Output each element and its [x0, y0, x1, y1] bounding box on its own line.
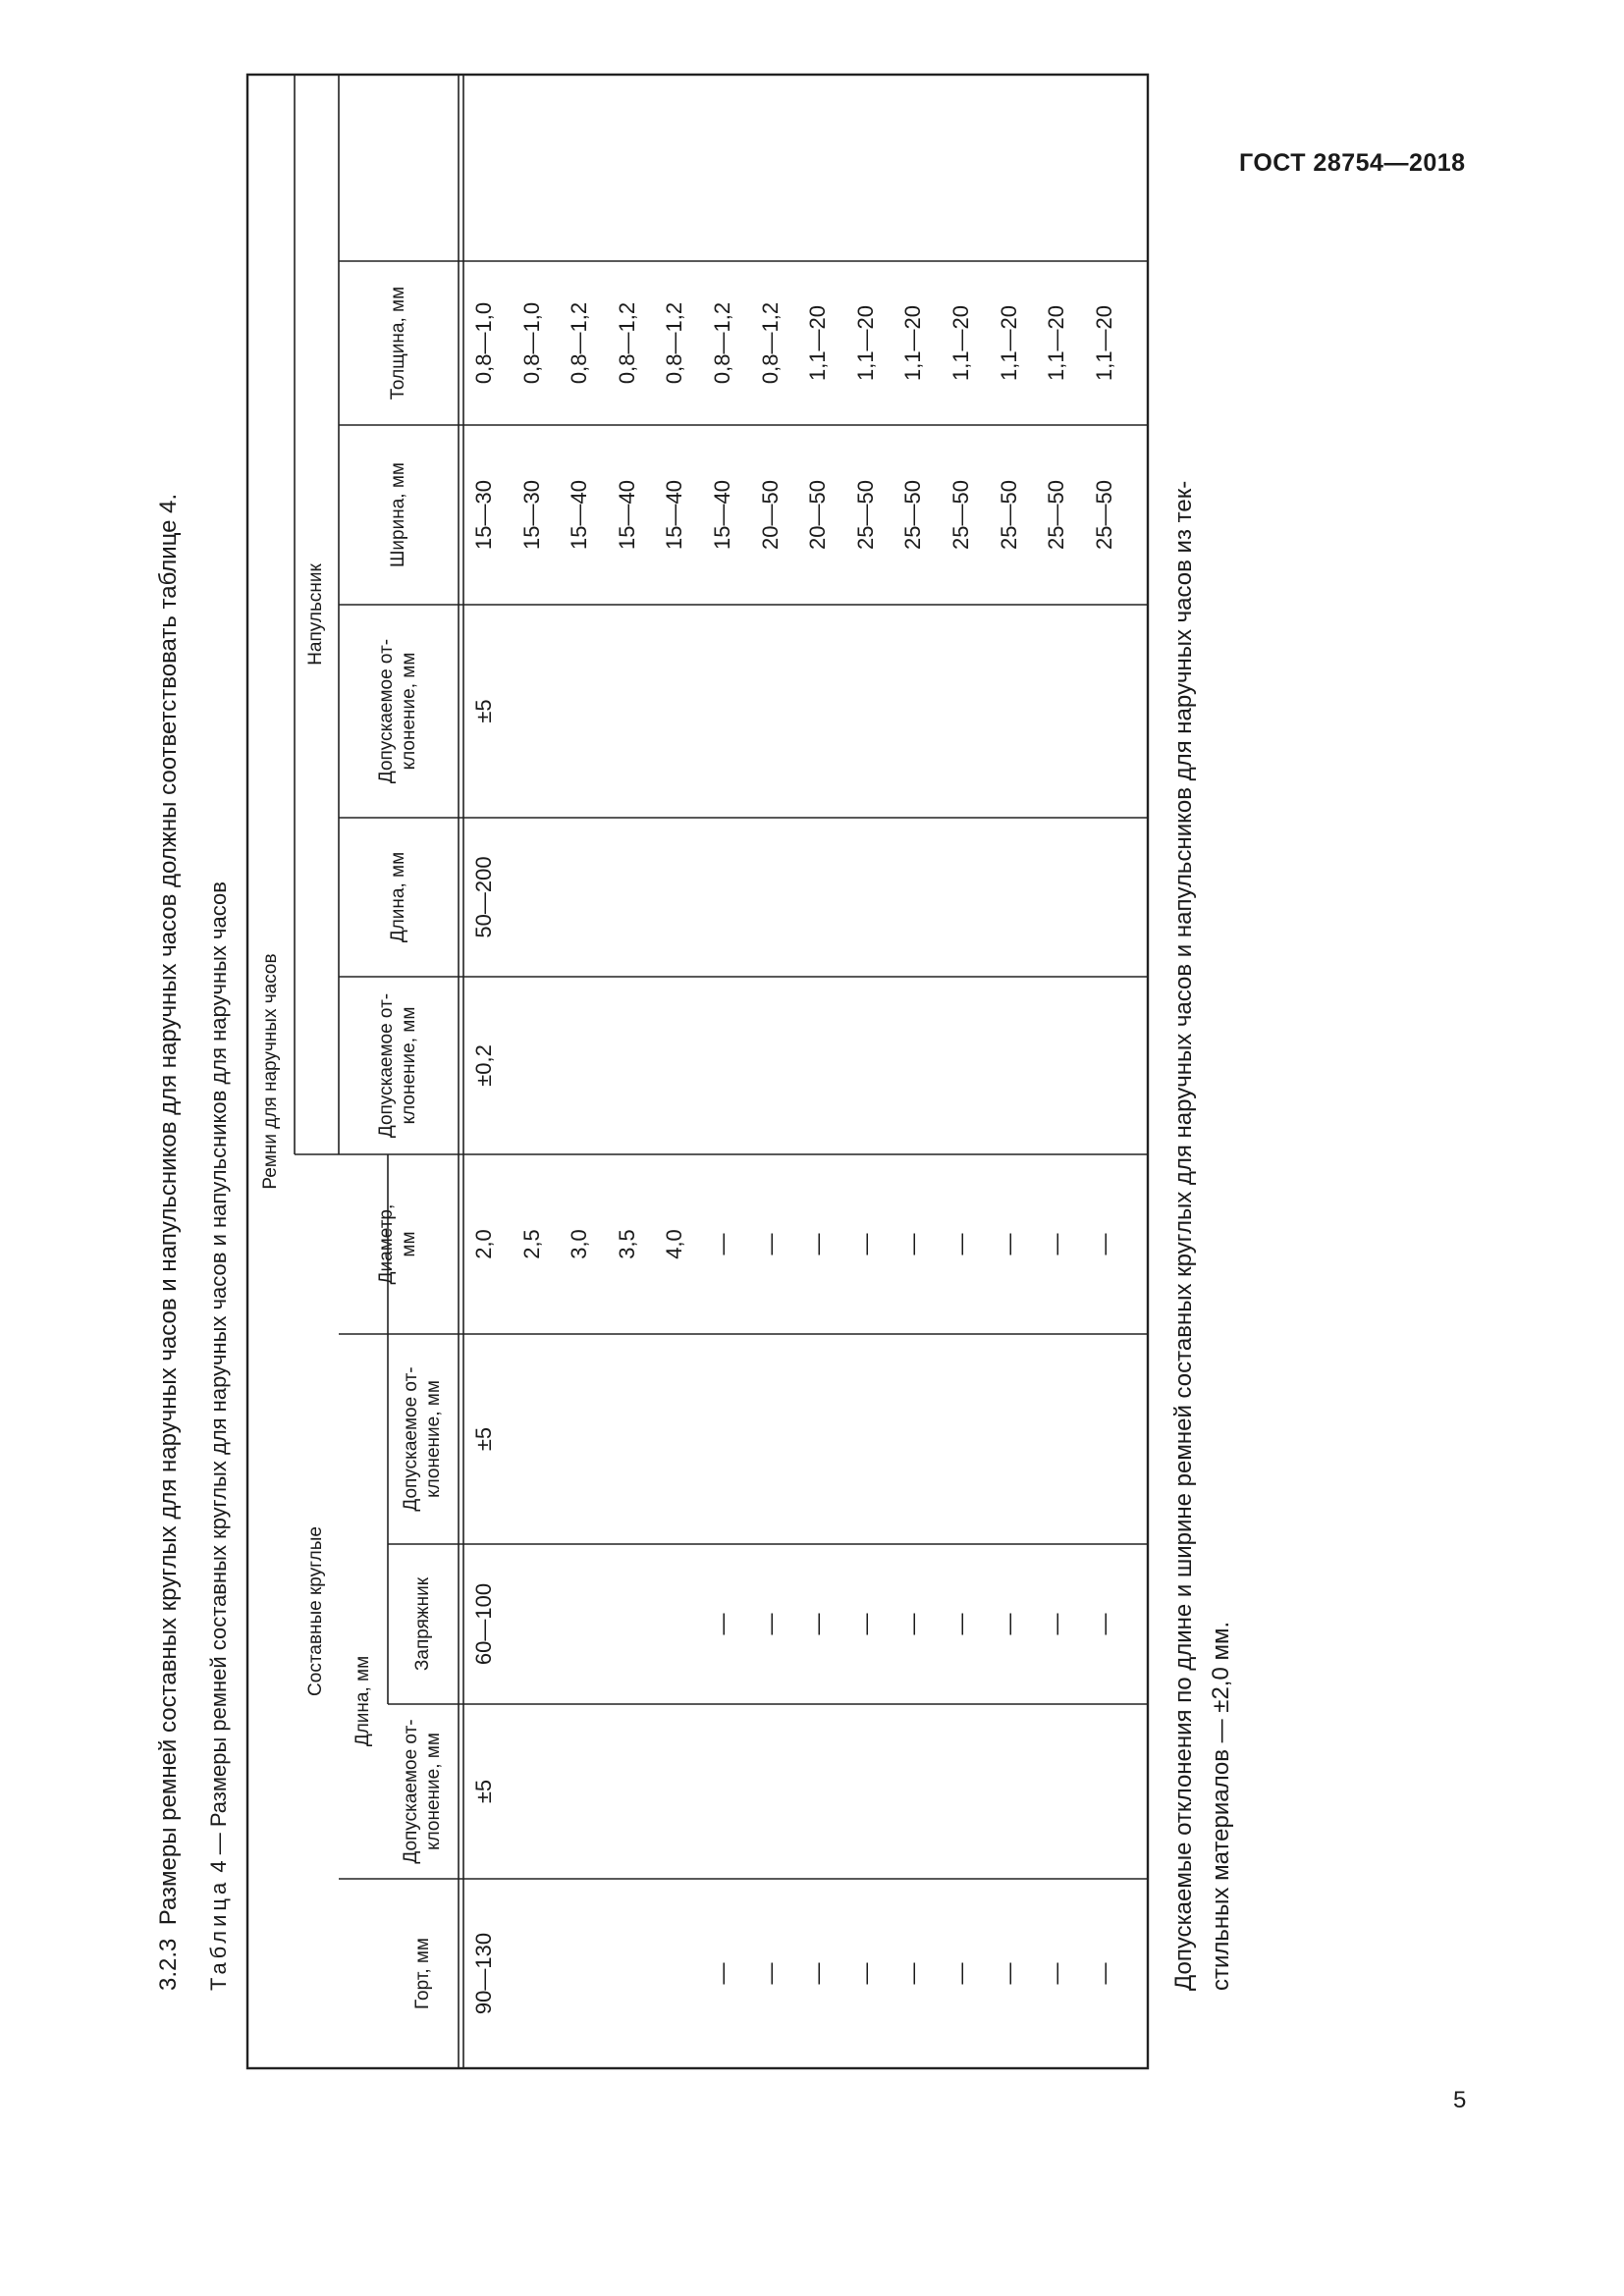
cell-thickness: 0,8—1,2	[567, 301, 592, 385]
col-header-tol-len1: Допускаемое от- клонение, мм	[401, 1719, 444, 1864]
cell-width: 25—50	[900, 480, 926, 550]
col-header-width: Ширина, мм	[387, 462, 408, 567]
cell-width: 15—40	[614, 480, 639, 550]
cell-diameter: —	[996, 1233, 1021, 1255]
cell-diameter: —	[805, 1233, 831, 1255]
cell-width: 15—40	[567, 480, 592, 550]
cell-thickness: 0,8—1,2	[662, 301, 687, 385]
cell-zapryazhnik: —	[852, 1613, 878, 1635]
cell-thickness: 0,8—1,2	[710, 301, 734, 385]
cell-gort: —	[1044, 1962, 1069, 1985]
header-straps-group: Ремни для наручных часов	[259, 953, 281, 1190]
cell-diameter: 4,0	[662, 1229, 687, 1259]
table-caption-label: Таблица	[206, 1878, 231, 1991]
cell-width: 20—50	[805, 480, 831, 550]
cell-thickness: 0,8—1,2	[614, 301, 639, 385]
cell-diameter: —	[948, 1233, 973, 1255]
header-bracelet: Напульсник	[305, 563, 327, 666]
cell-diameter: —	[757, 1233, 783, 1255]
col-header-length-b: Длина, мм	[387, 851, 408, 943]
cell-gort: —	[852, 1962, 878, 1985]
cell-tol-len1: ±5	[471, 1779, 496, 1804]
header-length-group: Длина, мм	[352, 1655, 373, 1747]
col-header-tol-diam: Допускаемое от- клонение, мм	[376, 992, 419, 1139]
cell-width: 25—50	[1091, 480, 1116, 550]
cell-width: 25—50	[996, 480, 1021, 550]
cell-gort: —	[948, 1962, 973, 1985]
cell-diameter: 2,0	[471, 1229, 496, 1259]
cell-diameter: —	[900, 1233, 926, 1255]
cell-zapryazhnik: —	[1091, 1613, 1116, 1635]
col-header-diameter: Диаметр, мм	[376, 1203, 419, 1285]
cell-diameter: —	[1091, 1233, 1116, 1255]
cell-thickness: 0,8—1,0	[471, 301, 496, 385]
cell-diameter: —	[852, 1233, 878, 1255]
section-text: Размеры ремней составных круглых для наручных часов и напульсников для наручных часов должны соответствовать таблице 4.	[155, 493, 182, 1926]
cell-thickness: 0,8—1,0	[518, 301, 544, 385]
cell-gort: —	[900, 1962, 926, 1985]
cell-width: 25—50	[852, 480, 878, 550]
cell-width: 15—30	[518, 480, 544, 550]
cell-thickness: 1,1—20	[852, 304, 878, 382]
cell-diameter: 3,5	[614, 1229, 639, 1259]
cell-gort: —	[1091, 1962, 1116, 1985]
cell-gort: 90—130	[471, 1932, 496, 2015]
cell-width: 15—40	[710, 480, 734, 550]
cell-zapryazhnik: —	[805, 1613, 831, 1635]
col-header-tol-b: Допускаемое от- клонение, мм	[376, 638, 419, 784]
note-line-2: стильных материалов — ±2,0 мм.	[1208, 1621, 1234, 1991]
cell-length-b: 50—200	[471, 856, 496, 938]
cell-width: 25—50	[1044, 480, 1069, 550]
cell-zapryazhnik: —	[996, 1613, 1021, 1635]
cell-diameter: 3,0	[567, 1229, 592, 1259]
table-caption-text: 4 — Размеры ремней составных круглых для наручных часов и напульсников для наручных часов	[206, 881, 231, 1879]
cell-thickness: 1,1—20	[1044, 304, 1069, 382]
cell-width: 25—50	[948, 480, 973, 550]
cell-diameter: 2,5	[518, 1229, 544, 1259]
cell-tol-len2: ±5	[471, 1426, 496, 1452]
cell-gort: —	[757, 1962, 783, 1985]
cell-thickness: 1,1—20	[900, 304, 926, 382]
cell-thickness: 1,1—20	[996, 304, 1021, 382]
header-composite-round: Составные круглые	[305, 1526, 327, 1696]
cell-zapryazhnik: 60—100	[471, 1582, 496, 1666]
cell-zapryazhnik: —	[948, 1613, 973, 1635]
cell-thickness: 1,1—20	[805, 304, 831, 382]
col-header-zapryazhnik: Запряжник	[411, 1576, 433, 1672]
section-number: 3.2.3	[155, 1938, 182, 1991]
cell-thickness: 1,1—20	[948, 304, 973, 382]
cell-diameter: —	[710, 1233, 734, 1255]
cell-zapryazhnik: —	[1044, 1613, 1069, 1635]
cell-width: 15—30	[471, 480, 496, 550]
col-header-tol-len2: Допускаемое от- клонение, мм	[401, 1366, 444, 1512]
cell-tol-diam: ±0,2	[471, 1044, 496, 1087]
cell-gort: —	[710, 1962, 734, 1985]
cell-thickness: 1,1—20	[1091, 304, 1116, 382]
cell-tol-b: ±5	[471, 699, 496, 723]
cell-thickness: 0,8—1,2	[757, 301, 783, 385]
cell-width: 15—40	[662, 480, 687, 550]
col-header-thickness: Толщина, мм	[387, 286, 408, 400]
cell-zapryazhnik: —	[757, 1613, 783, 1635]
col-header-gort: Горт, мм	[411, 1938, 433, 2010]
note-line-1: Допускаемые отклонения по длине и ширине ремней составных круглых для наручных часов и напульсников для наручных часов из тек-	[1170, 480, 1197, 1991]
document-id: ГОСТ 28754—2018	[1239, 149, 1466, 177]
cell-gort: —	[996, 1962, 1021, 1985]
cell-diameter: —	[1044, 1233, 1069, 1255]
cell-zapryazhnik: —	[710, 1613, 734, 1635]
cell-gort: —	[805, 1962, 831, 1985]
cell-width: 20—50	[757, 480, 783, 550]
cell-zapryazhnik: —	[900, 1613, 926, 1635]
page-number: 5	[1453, 2087, 1467, 2113]
